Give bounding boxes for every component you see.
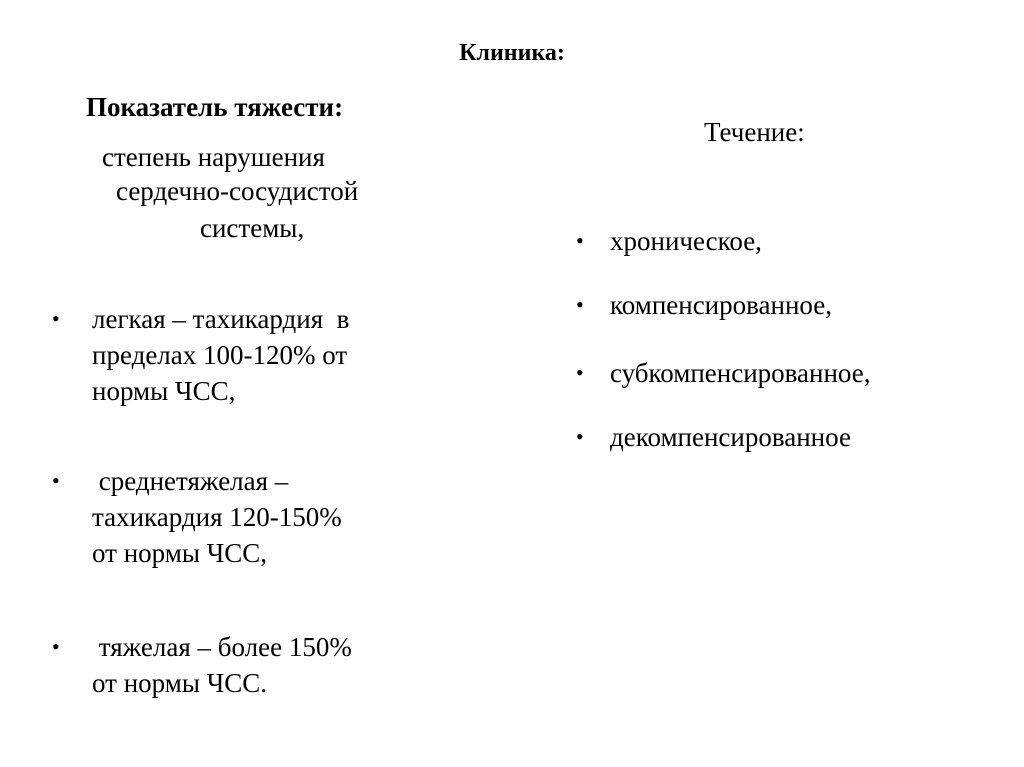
item-line: легкая – тахикардия в (92, 304, 350, 334)
severity-item-severe (52, 630, 472, 710)
item-line: среднетяжелая – (92, 466, 289, 496)
bullet-icon: • (576, 424, 584, 449)
bullet-icon: • (52, 468, 60, 493)
item-line: тахикардия 120-150% (92, 502, 342, 532)
item-line: пределах 100-120% от (92, 340, 348, 370)
bullet-icon: • (576, 228, 584, 253)
course-item-label: декомпенсированное (610, 422, 851, 452)
item-line: от нормы ЧСС. (92, 668, 268, 698)
course-item-label: компенсированное, (610, 290, 832, 320)
course-item-label: субкомпенсированное, (610, 358, 871, 388)
bullet-icon: • (52, 634, 60, 659)
bullet-icon: • (576, 360, 584, 385)
description-line: степень нарушения (102, 142, 325, 172)
bullet-icon: • (52, 306, 60, 331)
description-line: системы, (200, 213, 305, 243)
severity-item-light (52, 302, 472, 412)
course-item-label: хроническое, (610, 226, 762, 256)
slide-title: Клиника: (459, 40, 565, 66)
severity-item-moderate (52, 464, 472, 574)
item-line: нормы ЧСС, (92, 376, 236, 406)
right-heading: Течение: (704, 117, 805, 147)
item-line: тяжелая – более 150% (92, 632, 352, 662)
bullet-icon: • (576, 292, 584, 317)
item-line: от нормы ЧСС, (92, 538, 268, 568)
left-heading: Показатель тяжести: (86, 92, 344, 122)
description-line: сердечно-сосудистой (116, 176, 359, 206)
